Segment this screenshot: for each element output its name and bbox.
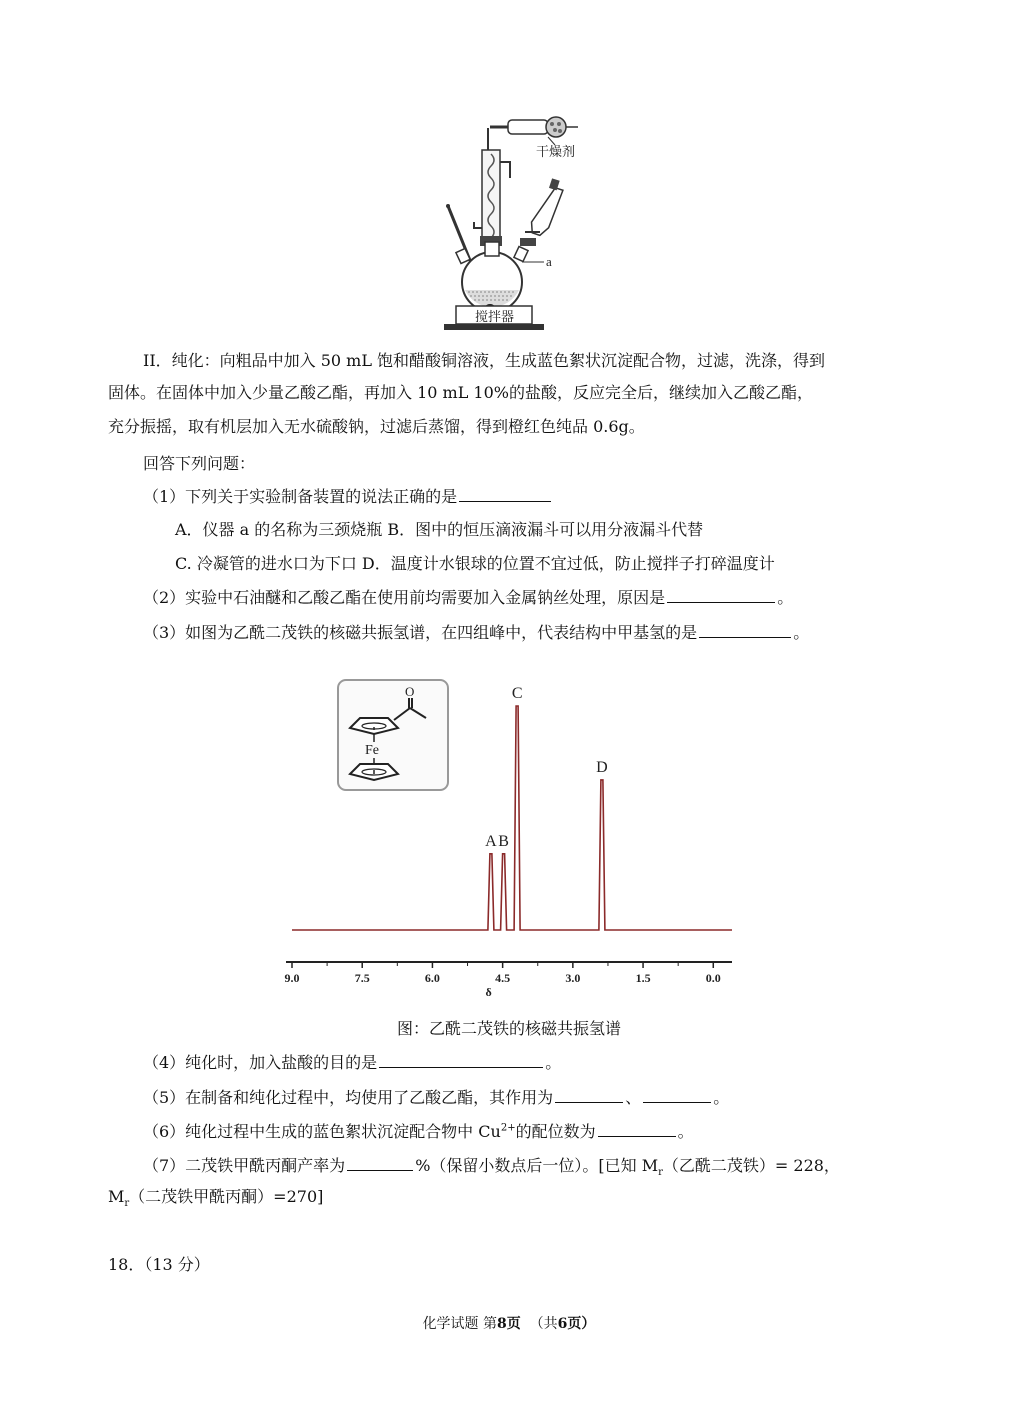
peak-label-C: C — [511, 685, 523, 702]
x-tick-label: 6.0 — [424, 971, 440, 985]
page-footer — [0, 1313, 1018, 1333]
footer-prefix: 化学试题 第 — [422, 1316, 498, 1332]
question-7-line-2-text: （二茂铁甲酰丙酮）=270] — [129, 1187, 324, 1206]
peak-label-D: D — [596, 758, 608, 776]
question-7-line-2 — [108, 1186, 323, 1215]
iron-label: Fe — [365, 743, 379, 758]
footer-page-suffix: 页 — [506, 1316, 521, 1332]
x-tick-label: 7.5 — [354, 971, 370, 985]
answer-blank-2[interactable] — [667, 588, 775, 603]
carbonyl-oxygen-label: O — [405, 684, 415, 699]
prompt: 回答下列问题： — [143, 454, 256, 473]
answer-blank-5a[interactable] — [555, 1088, 623, 1103]
drying-bulb — [546, 117, 566, 137]
condenser — [482, 150, 500, 242]
question-7-subscript-2: r — [124, 1198, 130, 1210]
question-6 — [143, 1119, 694, 1142]
question-6-superscript: 2+ — [500, 1122, 516, 1134]
question-5-text: （5）在制备和纯化过程中，均使用了乙酸乙酯，其作用为 — [143, 1088, 554, 1107]
footer-mid: （共 — [529, 1316, 558, 1332]
x-axis-label: δ — [485, 985, 492, 999]
drying-tube — [508, 120, 548, 134]
x-tick-label: 9.0 — [284, 971, 300, 985]
purification-line-2: 固体。在固体中加入少量乙酸乙酯，再加入 10 mL 10%的盐酸，反应完全后，继续加入乙酸乙酯， — [108, 383, 813, 402]
footer-total-pages: 6 — [557, 1316, 568, 1332]
question-7-subscript-1: r — [658, 1167, 663, 1179]
problem-18-heading: 18．（13 分） — [108, 1255, 210, 1274]
footer-page-number: 8 — [497, 1316, 507, 1332]
peak-label-B: B — [498, 832, 509, 850]
question-7-text: （7）二茂铁甲酰丙酮产率为 — [143, 1156, 346, 1175]
nmr-spectrum-chart — [280, 670, 740, 1000]
answer-blank-1[interactable] — [459, 487, 551, 502]
answer-blank-5b[interactable] — [643, 1088, 711, 1103]
question-1-text: （1）下列关于实验制备装置的说法正确的是 — [143, 487, 458, 506]
question-4 — [143, 1050, 561, 1073]
x-tick-label: 3.0 — [565, 971, 581, 985]
question-3-end: 。 — [793, 623, 810, 642]
answer-blank-6[interactable] — [598, 1122, 676, 1137]
question-5 — [143, 1085, 729, 1108]
figure-caption: 图：乙酰二茂铁的核磁共振氢谱 — [396, 1019, 621, 1038]
x-tick-label: 0.0 — [705, 971, 721, 985]
question-2 — [143, 585, 793, 608]
answer-blank-4[interactable] — [379, 1053, 543, 1068]
question-3-text: （3）如图为乙酰二茂铁的核磁共振氢谱，在四组峰中，代表结构中甲基氢的是 — [143, 623, 698, 642]
x-tick-label: 1.5 — [635, 971, 651, 985]
peak-label-A: A — [485, 832, 497, 850]
dropping-funnel — [528, 184, 562, 238]
question-5-end: 。 — [713, 1088, 730, 1107]
question-4-end: 。 — [545, 1053, 562, 1072]
question-1-options-ab: A．仪器 a 的名称为三颈烧瓶 B．图中的恒压滴液漏斗可以用分液漏斗代替 — [175, 520, 704, 539]
question-6-end: 。 — [677, 1122, 694, 1141]
question-1 — [143, 484, 553, 507]
question-7-line-2-m: M — [108, 1187, 125, 1206]
question-7 — [143, 1153, 840, 1178]
x-tick-label: 4.5 — [495, 971, 511, 985]
question-5-separator: 、 — [625, 1088, 642, 1107]
answer-blank-3[interactable] — [699, 623, 791, 638]
question-7-text-2: %（保留小数点后一位）。[已知 M — [415, 1156, 659, 1175]
apparatus-figure — [430, 110, 600, 335]
stirrer-label: 搅拌器 — [475, 309, 515, 324]
label-a: a — [546, 254, 552, 269]
purification-line-3: 充分振摇，取有机层加入无水硫酸钠，过滤后蒸馏，得到橙红色纯品 0.6g。 — [108, 417, 645, 436]
answer-blank-7[interactable] — [347, 1156, 413, 1171]
question-4-text: （4）纯化时，加入盐酸的目的是 — [143, 1053, 378, 1072]
question-3 — [143, 620, 809, 643]
question-1-options-cd: C. 冷凝管的进水口为下口 D．温度计水银球的位置不宜过低，防止搅拌子打碎温度计 — [175, 554, 775, 573]
spectrum-line — [292, 706, 732, 930]
question-2-end: 。 — [777, 588, 794, 607]
question-7-text-3: （乙酰二茂铁）= 228， — [662, 1156, 840, 1175]
question-6-text-2: 的配位数为 — [515, 1122, 596, 1141]
footer-end: 页） — [567, 1316, 596, 1332]
drying-agent-label: 干燥剂 — [536, 144, 576, 159]
question-6-text: （6）纯化过程中生成的蓝色絮状沉淀配合物中 Cu — [143, 1122, 501, 1141]
question-2-text: （2）实验中石油醚和乙酸乙酯在使用前均需要加入金属钠丝处理，原因是 — [143, 588, 666, 607]
purification-line-1: II．纯化：向粗品中加入 50 mL 饱和醋酸铜溶液，生成蓝色絮状沉淀配合物，过滤，洗涤，得到 — [143, 351, 826, 370]
